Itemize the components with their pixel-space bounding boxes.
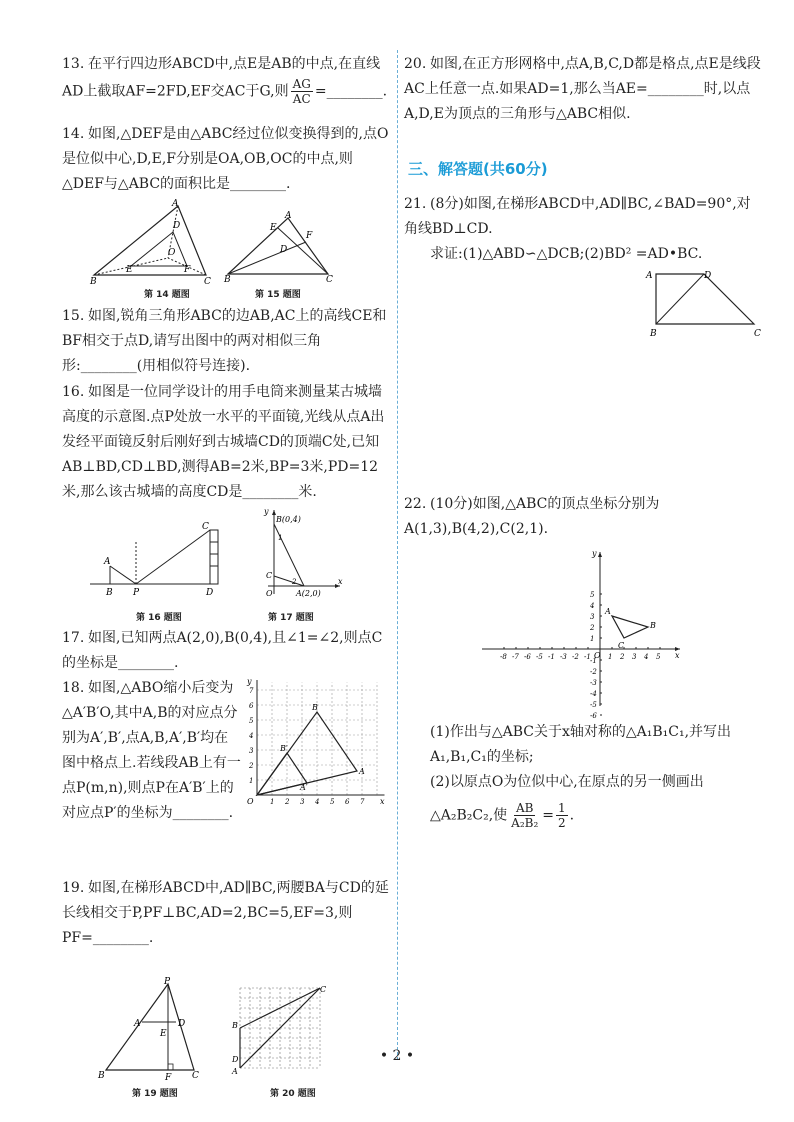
svg-text:O: O <box>247 797 254 806</box>
svg-text:A′: A′ <box>300 783 308 792</box>
page-number: • 2 • <box>379 1048 415 1064</box>
tick-x: -3 <box>560 653 567 661</box>
caption-14: 第 14 题图 <box>144 290 190 300</box>
svg-text:F: F <box>165 1073 172 1083</box>
question-22-parts: (1)作出与△ABC关于x轴对称的△A₁B₁C₁,并写出A₁,B₁,C₁的坐标; (2)以原点O为位似中心,在原点的另一侧画出 △A₂B₂C₂,使 $\frac{AB}{\text{A₂B₂}}$ = $\frac{1}{2}$ . <box>430 720 762 830</box>
q17-text: 如图,已知两点A(2,0),B(0,4),且∠1=∠2,则点C的坐标是________. <box>62 630 383 671</box>
figure-15 <box>224 212 334 284</box>
svg-text:P: P <box>164 977 171 987</box>
q22-frac-half: $\frac{1}{2}$ <box>558 801 566 830</box>
svg-text:C: C <box>754 329 761 339</box>
tick-x: -2 <box>572 653 579 661</box>
tick-x: -1 <box>584 653 591 661</box>
tick-y: 1 <box>590 635 595 643</box>
svg-text:B′: B′ <box>280 744 288 753</box>
svg-text:E: E <box>160 1029 167 1039</box>
tick-x: 5 <box>656 653 661 661</box>
svg-text:y: y <box>264 507 269 516</box>
svg-text:A: A <box>104 557 111 567</box>
svg-text:x: x <box>675 651 680 660</box>
caption-19: 第 19 题图 <box>132 1089 178 1099</box>
q13-text: 在平行四边形ABCD中,点E是AB的中点,在直线AD上截取AF=2FD,EF交AC于G,则 <box>62 56 381 100</box>
tick-y: -4 <box>590 690 597 698</box>
svg-text:C: C <box>320 985 327 994</box>
svg-text:D: D <box>280 245 288 255</box>
svg-text:B: B <box>650 621 656 630</box>
svg-text:C: C <box>326 275 333 285</box>
figure-16 <box>90 520 220 598</box>
svg-text:D: D <box>178 1019 186 1029</box>
figure-17 <box>254 506 344 598</box>
figure-22 <box>480 548 690 720</box>
svg-text:D: D <box>173 221 181 231</box>
svg-text:O: O <box>168 248 176 258</box>
tick-y: -1 <box>590 657 597 665</box>
question-17: 17. 如图,已知两点A(2,0),B(0,4),且∠1=∠2,则点C的坐标是________. <box>62 630 383 671</box>
question-22: 22. (10分)如图,△ABC的顶点坐标分别为A(1,3),B(4,2),C(2,1). <box>404 496 660 537</box>
svg-text:C: C <box>202 522 209 532</box>
q21-proof: 求证:(1)△ABD∽△DCB;(2)BD² =AD•BC. <box>430 246 703 262</box>
svg-text:A: A <box>646 271 653 281</box>
svg-text:A: A <box>232 1067 238 1076</box>
svg-text:1: 1 <box>278 534 283 542</box>
tick-y: 4 <box>590 602 595 610</box>
svg-text:A: A <box>605 607 611 616</box>
svg-text:B(0,4): B(0,4) <box>276 515 301 524</box>
tick-x: 3 <box>632 653 637 661</box>
svg-text:D: D <box>232 1055 239 1064</box>
svg-text:C: C <box>266 571 273 580</box>
figure-21 <box>644 268 764 340</box>
question-18: 18. 如图,△ABO缩小后变为△A′B′O,其中A,B的对应点分别为A′,B′,点A,B,A′,B′均在图中格点上.若线段AB上有一点P(m,n),则点P在A′B′上的对应点P′的坐标为________. <box>62 680 241 821</box>
svg-text:B: B <box>232 1021 238 1030</box>
svg-text:E: E <box>270 223 277 233</box>
tick-x: 1 <box>270 798 275 806</box>
tick-y: 5 <box>249 717 254 725</box>
svg-text:2: 2 <box>292 578 297 586</box>
svg-text:A: A <box>359 767 365 776</box>
caption-15: 第 15 题图 <box>255 290 301 300</box>
question-15: 15. 如图,锐角三角形ABC的边AB,AC上的高线CE和BF相交于点D,请写出图中的两对相似三角形:________(用相似符号连接). <box>62 308 387 374</box>
svg-text:B: B <box>106 588 113 598</box>
tick-x: 1 <box>608 653 613 661</box>
tick-y: 3 <box>249 747 254 755</box>
q22-part2a: (2)以原点O为位似中心,在原点的另一侧画出 <box>430 774 704 790</box>
tick-y: -5 <box>590 701 597 709</box>
tick-x: -1 <box>548 653 555 661</box>
svg-text:x: x <box>380 797 385 806</box>
q16-text: 如图是一位同学设计的用手电筒来测量某古城墙高度的示意图.点P处放一水平的平面镜,光线从点A出发经平面镜反射后刚好到古城墙CD的顶端C处,已知AB⊥BD,CD⊥BD,测得AB=2米,BP=3米,PD=12米,那么该古城墙的高度CD是________米. <box>62 384 385 500</box>
section-3-title: 三、解答题(共60分) <box>408 160 548 178</box>
q18-text: 如图,△ABO缩小后变为△A′B′O,其中A,B的对应点分别为A′,B′,点A,B,A′,B′均在图中格点上.若线段AB上有一点P(m,n),则点P在A′B′上的对应点P′的坐标为________. <box>62 680 241 821</box>
svg-text:B: B <box>650 329 657 339</box>
tick-x: -6 <box>524 653 531 661</box>
svg-text:y: y <box>592 549 597 558</box>
svg-text:D: D <box>704 271 712 281</box>
tick-x: 4 <box>315 798 320 806</box>
tick-y: 2 <box>249 762 254 770</box>
svg-text:F: F <box>184 265 191 275</box>
svg-text:x: x <box>338 577 343 586</box>
tick-x: 7 <box>360 798 365 806</box>
svg-text:D: D <box>206 588 214 598</box>
question-13: 13. 在平行四边形ABCD中,点E是AB的中点,在直线AD上截取AF=2FD,EF交AC于G,则 $\frac{AG}{AC}$ =________. <box>62 56 388 106</box>
caption-16: 第 16 题图 <box>136 613 182 623</box>
tick-x: 2 <box>285 798 290 806</box>
q22-text: (10分)如图,△ABC的顶点坐标分别为A(1,3),B(4,2),C(2,1). <box>404 496 660 537</box>
tick-y: 7 <box>249 687 254 695</box>
svg-text:A: A <box>285 211 292 221</box>
tick-y: -6 <box>590 712 597 720</box>
svg-text:F: F <box>306 231 313 241</box>
tick-y: 3 <box>590 613 595 621</box>
question-21: 21. (8分)如图,在梯形ABCD中,AD∥BC,∠BAD=90°,对角线BD⊥CD. 求证:(1)△ABD∽△DCB;(2)BD² =AD•BC. <box>404 192 762 267</box>
tick-y: 5 <box>590 591 595 599</box>
svg-text:B: B <box>312 703 318 712</box>
figure-14 <box>90 198 210 286</box>
svg-text:C: C <box>192 1071 199 1081</box>
q22-part1: (1)作出与△ABC关于x轴对称的△A₁B₁C₁,并写出A₁,B₁,C₁的坐标; <box>430 724 732 765</box>
svg-text:O: O <box>266 589 273 598</box>
tick-x: 6 <box>345 798 350 806</box>
column-divider <box>397 50 398 1060</box>
question-20: 20. 如图,在正方形网格中,点A,B,C,D都是格点,点E是线段AC上任意一点.如果AD=1,那么当AE=________时,以点A,D,E为顶点的三角形与△ABC相似. <box>404 56 761 122</box>
svg-text:P: P <box>133 588 140 598</box>
caption-20: 第 20 题图 <box>270 1089 316 1099</box>
tick-x: 5 <box>330 798 335 806</box>
tick-x: -5 <box>536 653 543 661</box>
svg-text:E: E <box>126 265 133 275</box>
tick-x: 3 <box>300 798 305 806</box>
q14-text: 如图,△DEF是由△ABC经过位似变换得到的,点O是位似中心,D,E,F分别是OA,OB,OC的中点,则△DEF与△ABC的面积比是________. <box>62 126 389 192</box>
tick-y: -2 <box>590 668 597 676</box>
tick-y: 4 <box>249 732 254 740</box>
tick-x: -7 <box>512 653 519 661</box>
q19-text: 如图,在梯形ABCD中,AD∥BC,两腰BA与CD的延长线相交于P,PF⊥BC,AD=2,BC=5,EF=3,则PF=________. <box>62 880 389 946</box>
question-16: 16. 如图是一位同学设计的用手电筒来测量某古城墙高度的示意图.点P处放一水平的平面镜,光线从点A出发经平面镜反射后刚好到古城墙CD的顶端C处,已知AB⊥BD,CD⊥BD,测得AB=2米,BP=3米,PD=12米,那么该古城墙的高度CD是________米. <box>62 384 385 500</box>
figure-18 <box>242 676 392 806</box>
svg-text:A: A <box>172 199 179 209</box>
q20-text: 如图,在正方形网格中,点A,B,C,D都是格点,点E是线段AC上任意一点.如果AD=1,那么当AE=________时,以点A,D,E为顶点的三角形与△ABC相似. <box>404 56 761 122</box>
tick-y: 2 <box>590 624 595 632</box>
svg-text:B: B <box>98 1071 105 1081</box>
question-14: 14. 如图,△DEF是由△ABC经过位似变换得到的,点O是位似中心,D,E,F分别是OA,OB,OC的中点,则△DEF与△ABC的面积比是________. <box>62 126 389 192</box>
svg-text:A(2,0): A(2,0) <box>296 589 321 598</box>
figure-19 <box>98 978 208 1082</box>
tick-x: -8 <box>500 653 507 661</box>
svg-text:O: O <box>594 651 601 660</box>
tick-y: -3 <box>590 679 597 687</box>
tick-y: 6 <box>249 702 254 710</box>
question-19: 19. 如图,在梯形ABCD中,AD∥BC,两腰BA与CD的延长线相交于P,PF⊥BC,AD=2,BC=5,EF=3,则PF=________. <box>62 880 389 946</box>
tick-x: 4 <box>644 653 649 661</box>
tick-x: 2 <box>620 653 625 661</box>
svg-text:C: C <box>618 641 625 650</box>
svg-text:A: A <box>134 1019 141 1029</box>
svg-text:B: B <box>224 275 231 285</box>
figure-20 <box>230 982 330 1082</box>
tick-y: 1 <box>249 777 254 785</box>
svg-text:y: y <box>247 677 252 686</box>
q13-fraction: $\frac{AG}{AC}$ <box>292 77 311 106</box>
q22-frac-ab: $\frac{AB}{\text{A₂B₂}}$ <box>511 801 539 830</box>
svg-text:B: B <box>90 277 97 287</box>
q21-text: (8分)如图,在梯形ABCD中,AD∥BC,∠BAD=90°,对角线BD⊥CD. <box>404 196 751 237</box>
svg-text:C: C <box>204 277 211 287</box>
q15-text: 如图,锐角三角形ABC的边AB,AC上的高线CE和BF相交于点D,请写出图中的两对相似三角形:________(用相似符号连接). <box>62 308 387 374</box>
caption-17: 第 17 题图 <box>268 613 314 623</box>
